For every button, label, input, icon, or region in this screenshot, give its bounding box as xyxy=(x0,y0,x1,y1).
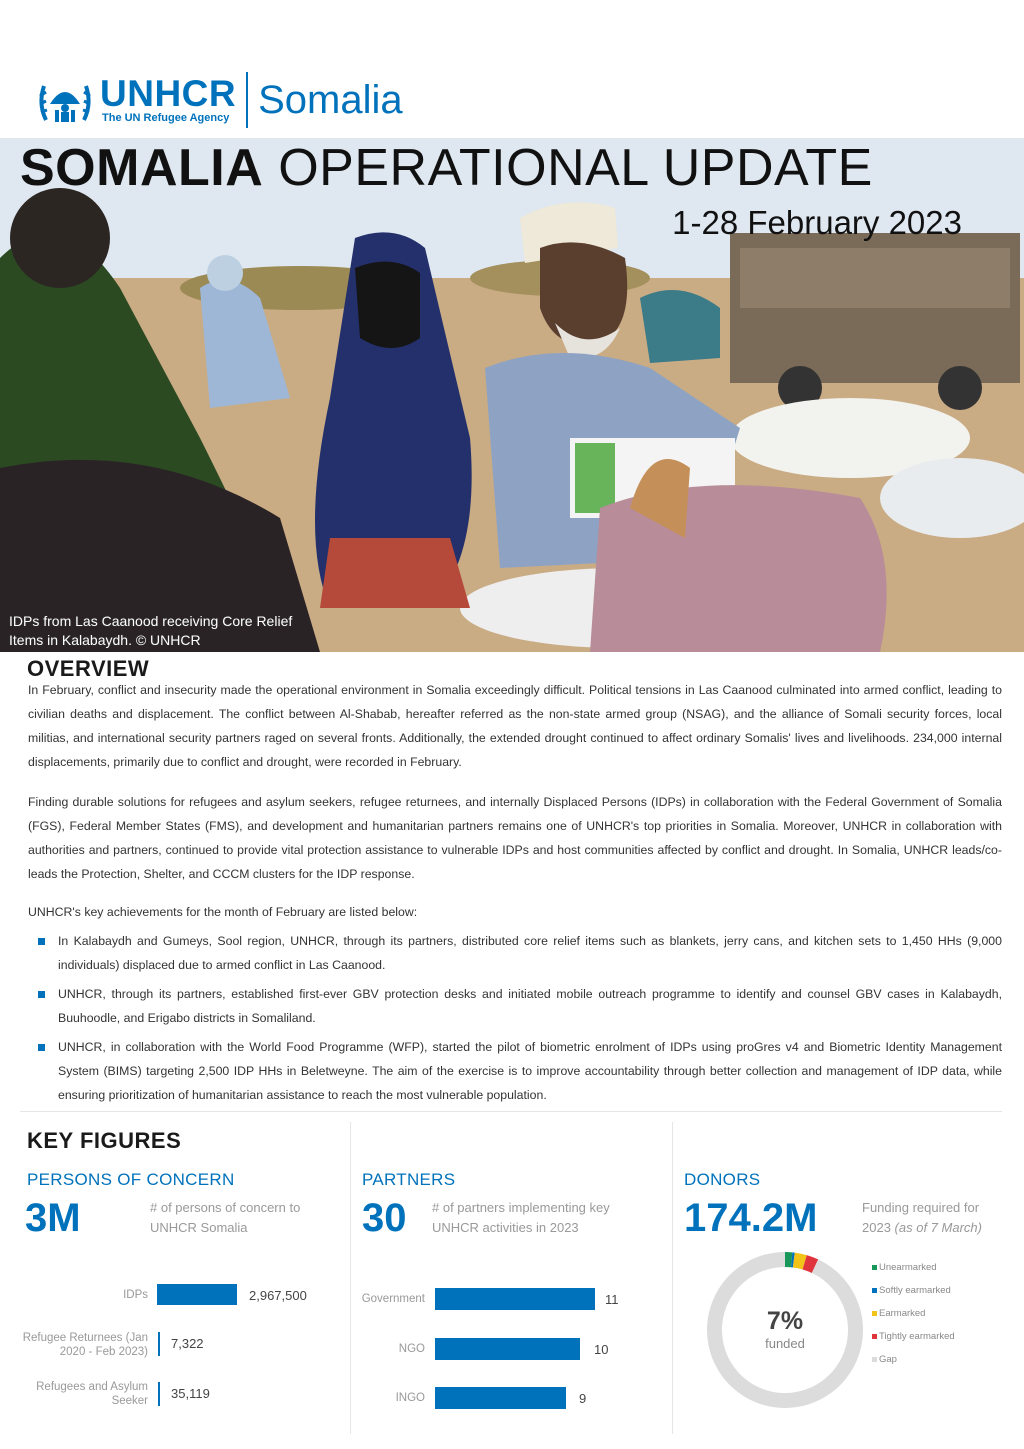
legend-swatch xyxy=(872,1357,877,1362)
partners-label-ngo: NGO xyxy=(398,1343,425,1355)
list-item xyxy=(28,1035,1002,1107)
legend-item xyxy=(872,1308,1002,1320)
partners-value-ingo: 9 xyxy=(579,1391,587,1406)
legend-swatch xyxy=(872,1265,877,1270)
legend-item xyxy=(872,1354,1002,1366)
poc-total: 3M xyxy=(25,1196,81,1240)
donors-desc-main: Funding required for 2023 xyxy=(862,1200,980,1235)
poc-label-returnees: Refugee Returnees (Jan 2020 - Feb 2023) xyxy=(22,1332,148,1358)
bullet-icon xyxy=(38,1044,45,1051)
legend-label: Earmarked xyxy=(879,1308,926,1319)
funded-label: funded xyxy=(765,1336,805,1351)
legend-swatch xyxy=(872,1288,877,1293)
list-item-text: UNHCR, in collaboration with the World Food Programme (WFP), started the pilot of biometric enrolment of IDPs using proGres v4 and Biometric Identity Management System (BIMS) targeting 2,500 IDP HHs in Beletweyne. The aim of the exercise is to improve accountability through better collection and management of IDP data, while ensuring prioritization of humanitarian assistance to reach the most vulnerable population. xyxy=(58,1040,1002,1102)
report-date: 1-28 February 2023 xyxy=(672,204,962,241)
legend-item xyxy=(872,1331,1002,1343)
partners-label-ingo: INGO xyxy=(395,1392,425,1404)
poc-value-refugees: 35,119 xyxy=(171,1386,210,1401)
partners-bar-ngo xyxy=(435,1338,580,1360)
partners-heading: PARTNERS xyxy=(362,1170,456,1189)
partners-bar-government xyxy=(435,1288,595,1310)
list-item xyxy=(28,929,1002,977)
achievements-list xyxy=(28,929,1002,1112)
title-rest: OPERATIONAL UPDATE xyxy=(263,139,873,197)
partners-value-ngo: 10 xyxy=(594,1342,609,1357)
legend-label: Tightly earmarked xyxy=(879,1331,955,1342)
title-bold: SOMALIA xyxy=(20,139,264,197)
list-item-text: UNHCR, through its partners, established first-ever GBV protection desks and initiated mobile outreach programme to identify and counsel GBV cases in Kalabaydh, Buuhoodle, and Erigabo districts in Somaliland. xyxy=(58,987,1002,1025)
donors-desc-note: (as of 7 March) xyxy=(894,1220,982,1235)
legend-label: Gap xyxy=(879,1354,897,1365)
donors-description xyxy=(862,1198,1002,1238)
unhcr-emblem-icon xyxy=(36,74,94,126)
logo-divider xyxy=(246,72,248,128)
partners-total: 30 xyxy=(362,1196,407,1240)
bullet-icon xyxy=(38,938,45,945)
poc-heading: PERSONS OF CONCERN xyxy=(27,1170,235,1189)
legend-swatch xyxy=(872,1334,877,1339)
list-item-text: In Kalabaydh and Gumeys, Sool region, UNHCR, through its partners, distributed core relief items such as blankets, jerry cans, and kitchen sets to 1,450 HHs (9,000 individuals) displaced due to armed conflict in Las Caanood. xyxy=(58,934,1002,972)
poc-description: # of persons of concern to UNHCR Somalia xyxy=(150,1200,301,1235)
funding-donut xyxy=(707,1252,863,1408)
poc-bar-refugees xyxy=(158,1382,160,1406)
unhcr-logo xyxy=(36,70,403,130)
poc-bar-returnees xyxy=(158,1332,160,1356)
donors-total: 174.2M xyxy=(684,1196,818,1240)
legend-item xyxy=(872,1262,1002,1274)
org-tagline: The UN Refugee Agency xyxy=(102,112,230,124)
donors-heading: DONORS xyxy=(684,1170,761,1189)
legend-swatch xyxy=(872,1311,877,1316)
list-item xyxy=(28,982,1002,1030)
poc-value-idps: 2,967,500 xyxy=(249,1288,307,1303)
photo-caption: IDPs from Las Caanood receiving Core Relief Items in Kalabaydh. © UNHCR xyxy=(9,613,293,648)
poc-bar-idps xyxy=(157,1284,237,1305)
overview-paragraph-1: In February, conflict and insecurity made the operational environment in Somalia exceedingly difficult. Political tensions in Las Caanood culminated into armed conflict, leading to civilian deaths and displacement. The conflict between Al-Shabab, hereafter referred as the non-state armed group (NSAG), and the alliance of Somali security forces, local militias, and international security partners raged on several fronts. Additionally, the extended drought continued to affect ordinary Somalis' lives and livelihoods. 234,000 internal displacements, primarily due to conflict and drought, were recorded in February. xyxy=(28,683,1002,769)
poc-label-refugees: Refugees and Asylum Seeker xyxy=(36,1381,148,1407)
overview-title: OVERVIEW xyxy=(27,656,150,681)
legend-label: Softly earmarked xyxy=(879,1285,951,1296)
hero-photo xyxy=(0,138,1024,652)
poc-label-idps: IDPs xyxy=(123,1289,148,1301)
partners-label-government: Government xyxy=(361,1293,425,1305)
bullet-icon xyxy=(38,991,45,998)
overview-paragraph-2: Finding durable solutions for refugees and asylum seekers, refugee returnees, and internally Displaced Persons (IDPs) in collaboration with the Federal Government of Somalia (FGS), Federal Member States (FMS), and development and humanitarian partners remains one of UNHCR's top priorities in Somalia. Moreover, UNHCR in collaboration with authorities and partners, continued to provide vital protection assistance to vulnerable IDPs and host communities affected by conflict and drought. In Somalia, UNHCR leads/co-leads the Protection, Shelter, and CCCM clusters for the IDP response. xyxy=(28,795,1002,881)
partners-description: # of partners implementing key UNHCR activities in 2023 xyxy=(432,1200,610,1235)
org-name: UNHCR xyxy=(100,73,237,114)
key-figures-title: KEY FIGURES xyxy=(27,1128,182,1153)
donut-center xyxy=(707,1307,863,1351)
partners-bar-ingo xyxy=(435,1387,566,1409)
legend-item xyxy=(872,1285,1002,1297)
funding-legend xyxy=(872,1262,1002,1377)
section-divider xyxy=(20,1111,1002,1112)
page-title xyxy=(20,138,873,198)
legend-label: Unearmarked xyxy=(879,1262,937,1273)
partners-value-government: 11 xyxy=(605,1292,619,1307)
column-divider xyxy=(672,1122,673,1434)
poc-value-returnees: 7,322 xyxy=(171,1336,204,1351)
overview-paragraph-3: UNHCR's key achievements for the month of February are listed below: xyxy=(28,905,418,919)
country-name: Somalia xyxy=(258,77,403,122)
column-divider xyxy=(350,1122,351,1434)
funded-percent: 7% xyxy=(766,1307,804,1335)
